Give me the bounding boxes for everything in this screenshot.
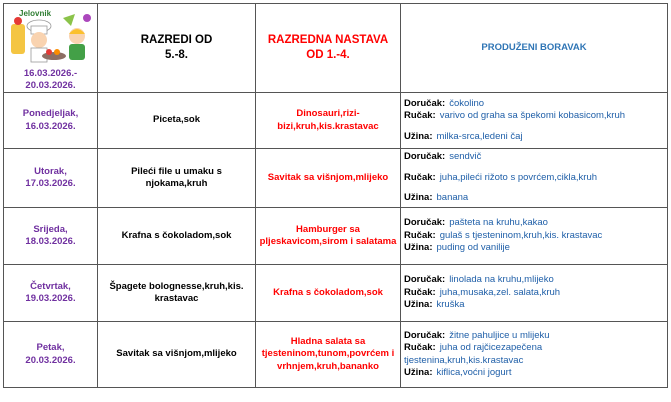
- lunch-line: [404, 342, 664, 355]
- extended-header-cell: PRODUŽENI BORAVAK: [401, 4, 668, 93]
- day-cell: [4, 322, 98, 388]
- extended-menu-cell: [401, 93, 668, 149]
- grade-menu-line: Hamburger sa: [296, 223, 360, 235]
- grade-menu-line: Hladna salata sa: [290, 335, 366, 347]
- lunch-label: Ručak:: [404, 110, 436, 122]
- day-row-wednesday: [4, 208, 668, 265]
- menu-logo-illustration: [9, 6, 93, 68]
- lunch-line: [404, 230, 664, 243]
- lunch-item: juha od rajčicezapečena: [439, 342, 543, 353]
- grade-menu-cell: [256, 149, 401, 208]
- grade-menu-line: Savitak sa višnjom,mlijeko: [267, 171, 389, 183]
- school-menu-cell: [98, 149, 256, 208]
- day-date: 16.03.2026.: [25, 120, 76, 132]
- grade-header-line1: RAZREDNA NASTAVA: [267, 34, 389, 46]
- extended-menu-cell: [401, 149, 668, 208]
- lunch-item: gulaš s tjesteninom,kruh,kis. krastavac: [439, 229, 603, 241]
- day-cell: [4, 149, 98, 208]
- snack-item: kruška: [436, 299, 465, 311]
- school-menu-cell: [98, 93, 256, 149]
- day-date: 20.03.2026.: [25, 354, 76, 366]
- breakfast-item: čokolino: [449, 97, 485, 109]
- breakfast-line: [404, 98, 664, 111]
- school-menu-line: krastavac: [154, 293, 199, 304]
- day-row-monday: [4, 93, 668, 149]
- day-row-friday: [4, 322, 668, 388]
- grade-menu-line: pljeskavicom,sirom i salatama: [259, 236, 397, 247]
- day-date: 19.03.2026.: [25, 293, 76, 304]
- school-menu-line: Krafna s čokoladom,sok: [121, 229, 232, 241]
- day-name: Srijeda,: [33, 223, 68, 235]
- school-header-line1: RAZREDI OD: [140, 34, 213, 46]
- logo-title: Jelovnik: [18, 9, 51, 18]
- lunch-line: [404, 287, 664, 300]
- day-row-thursday: [4, 265, 668, 322]
- extended-menu-cell: [401, 265, 668, 322]
- logo-date-cell: [4, 4, 98, 93]
- extended-menu-cell: [401, 208, 668, 265]
- snack-item: milka-srca,ledeni čaj: [436, 130, 523, 142]
- breakfast-label: Doručak:: [404, 329, 446, 341]
- school-menu-cell: [98, 322, 256, 388]
- grade-menu-cell: [256, 322, 401, 388]
- day-name: Utorak,: [34, 165, 67, 177]
- grade-menu-line: tjesteninom,tunom,povrćem i: [261, 348, 395, 360]
- breakfast-item: pašteta na kruhu,kakao: [449, 217, 548, 229]
- day-row-tuesday: [4, 149, 668, 208]
- day-cell: [4, 93, 98, 149]
- grade-menu-cell: [256, 93, 401, 149]
- snack-line: [404, 242, 664, 255]
- school-menu-line: Piceta,sok: [153, 114, 200, 126]
- date-range-line2: 20.03.2026.: [25, 80, 76, 91]
- snack-line: [404, 367, 664, 380]
- breakfast-line: [404, 330, 664, 343]
- school-menu-line: Pileći file u umaku s: [131, 165, 222, 177]
- snack-label: Užina:: [404, 367, 433, 378]
- school-menu-line: njokama,kruh: [145, 178, 208, 189]
- lunch-item: juha,musaka,zel. salata,kruh: [439, 286, 561, 298]
- snack-item: kiflica,voćni jogurt: [436, 367, 512, 378]
- snack-item: puding od vanilije: [436, 242, 510, 254]
- grade-menu-line: vrhnjem,kruh,bananko: [277, 360, 379, 372]
- school-header-cell: [98, 4, 256, 93]
- snack-label: Užina:: [404, 242, 433, 254]
- breakfast-label: Doručak:: [404, 217, 446, 229]
- day-date: 17.03.2026.: [25, 178, 76, 189]
- breakfast-item: sendvič: [449, 151, 482, 163]
- grade-menu-cell: [256, 208, 401, 265]
- extended-menu-cell: [401, 322, 668, 388]
- snack-label: Užina:: [404, 192, 433, 204]
- day-name: Četvrtak,: [30, 280, 71, 292]
- day-name: Ponedjeljak,: [22, 108, 79, 119]
- breakfast-line: [404, 217, 664, 230]
- day-date: 18.03.2026.: [25, 236, 76, 247]
- snack-line: [404, 192, 664, 205]
- date-range-line1: 16.03.2026.-: [23, 68, 78, 79]
- lunch-label: Ručak:: [404, 171, 436, 183]
- lunch-label: Ručak:: [404, 286, 436, 298]
- breakfast-item: linolada na kruhu,mlijeko: [449, 274, 554, 286]
- school-header-line2: 5.-8.: [164, 49, 188, 61]
- breakfast-line: [404, 151, 664, 164]
- lunch-label: Ručak:: [404, 342, 436, 353]
- snack-line: [404, 131, 664, 144]
- grade-menu-cell: [256, 265, 401, 322]
- day-cell: [4, 208, 98, 265]
- school-menu-cell: [98, 265, 256, 322]
- breakfast-label: Doručak:: [404, 274, 446, 286]
- school-menu-line: Savitak sa višnjom,mlijeko: [116, 348, 237, 360]
- snack-label: Užina:: [404, 130, 433, 142]
- breakfast-line: [404, 274, 664, 287]
- grade-header-line2: OD 1.-4.: [306, 49, 350, 61]
- lunch-line-continued: tjestenina,kruh,kis.krastavac: [404, 354, 524, 366]
- snack-label: Užina:: [404, 299, 433, 311]
- lunch-item: varivo od graha sa špekomi kobasicom,kruh: [439, 110, 626, 122]
- grade-menu-line: Dinosauri,rizi-: [296, 108, 360, 119]
- school-menu-cell: [98, 208, 256, 265]
- grade-header-cell: [256, 4, 401, 93]
- breakfast-label: Doručak:: [404, 97, 446, 109]
- school-menu-line: Špagete bolognesse,kruh,kis.: [109, 280, 244, 292]
- weekly-menu-table: [3, 3, 668, 388]
- snack-line: [404, 299, 664, 312]
- lunch-item: juha,pileći rižoto s povrćem,cikla,kruh: [439, 171, 598, 183]
- day-name: Petak,: [36, 342, 65, 353]
- lunch-label: Ručak:: [404, 229, 436, 241]
- header-row: [4, 4, 668, 93]
- lunch-line: [404, 110, 664, 123]
- breakfast-label: Doručak:: [404, 151, 446, 163]
- grade-menu-line: bizi,kruh,kis.krastavac: [277, 120, 379, 132]
- grade-menu-line: Krafna s čokoladom,sok: [273, 286, 383, 298]
- day-cell: [4, 265, 98, 322]
- snack-item: banana: [436, 192, 469, 204]
- lunch-line: [404, 172, 664, 185]
- breakfast-item: žitne pahuljice u mlijeku: [449, 329, 550, 341]
